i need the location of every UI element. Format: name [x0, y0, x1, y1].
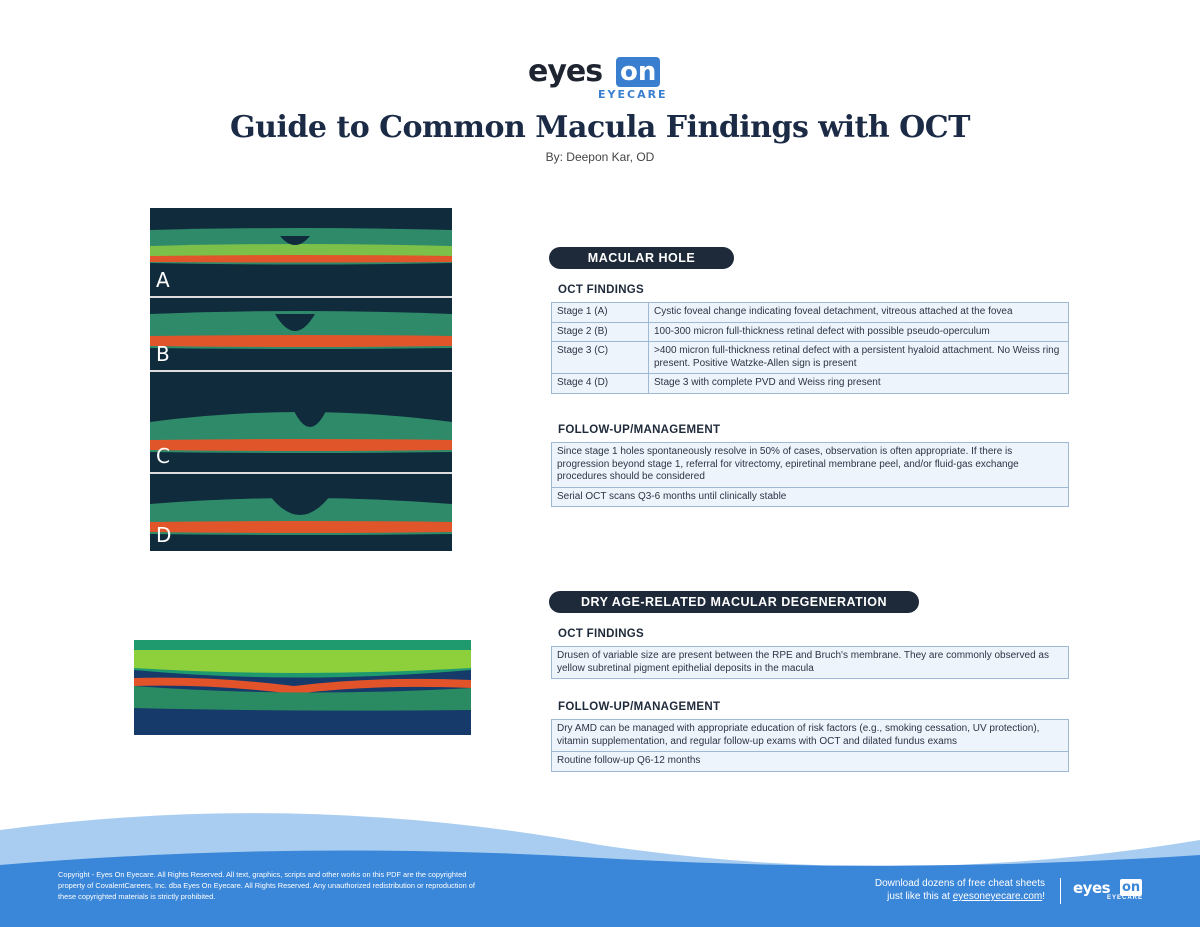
dry-amd-heading: DRY AGE-RELATED MACULAR DEGENERATION — [549, 591, 919, 613]
finding-cell: 100-300 micron full-thickness retinal defect with possible pseudo-operculum — [649, 322, 1069, 342]
oct-image-a — [150, 208, 452, 296]
cta-line-1: Download dozens of free cheat sheets — [874, 878, 1045, 889]
cta-line-2 — [830, 890, 1045, 903]
footer-logo-eyes: eyes — [1073, 879, 1111, 897]
stage-cell: Stage 2 (B) — [552, 322, 649, 342]
finding-cell: Drusen of variable size are present between the RPE and Bruch's membrane. They are commonly observed as yellow subretinal pigment epithelial deposits in the macula — [552, 647, 1069, 679]
author-line: By: Deepon Kar, OD — [545, 150, 655, 164]
finding-cell: Stage 3 with complete PVD and Weiss ring present — [649, 374, 1069, 394]
footer-divider — [1060, 878, 1061, 904]
macular-hole-oct-images — [150, 208, 452, 551]
table-row — [552, 322, 1069, 342]
page-title: Guide to Common Macula Findings with OCT — [230, 110, 970, 145]
logo-subtitle: EYECARE — [598, 88, 668, 101]
oct-label-b: B — [156, 342, 170, 366]
macular-hole-followup-heading: FOLLOW-UP/MANAGEMENT — [558, 424, 721, 436]
oct-image-c — [150, 372, 452, 472]
table-row — [552, 303, 1069, 323]
dry-amd-findings-table — [551, 646, 1069, 679]
table-row — [552, 374, 1069, 394]
finding-cell: Cystic foveal change indicating foveal detachment, vitreous attached at the fovea — [649, 303, 1069, 323]
logo-on-badge: on — [616, 57, 660, 87]
table-row — [552, 487, 1069, 507]
oct-image-d — [150, 474, 452, 551]
copyright-notice: Copyright - Eyes On Eyecare. All Rights Reserved. All text, graphics, scripts and other works on this PDF are the copyrighted property of CovalentCareers, Inc. dba Eyes On Eyecare. All Rights Reserved. Any unauthorized redistribution or reproduction of these copyrighted materials is strictly prohibited. — [58, 870, 475, 901]
footer-logo-on: on — [1122, 880, 1141, 895]
macular-hole-heading: MACULAR HOLE — [549, 247, 734, 269]
table-row — [552, 752, 1069, 772]
table-row — [552, 443, 1069, 488]
finding-cell: >400 micron full-thickness retinal defect with a persistent hyaloid attachment. No Weiss ring present. Positive Watzke-Allen sign is present — [649, 342, 1069, 374]
oct-label-c: C — [156, 444, 170, 468]
dry-amd-followup-table — [551, 719, 1069, 772]
macular-hole-findings-heading: OCT FINDINGS — [558, 284, 645, 296]
followup-cell: Serial OCT scans Q3-6 months until clinically stable — [552, 487, 1069, 507]
dry-amd-oct-image — [134, 640, 471, 735]
oct-label-a: A — [156, 268, 170, 292]
footer-cta — [830, 877, 1045, 903]
macular-hole-findings-table — [551, 302, 1069, 394]
oct-image-b — [150, 298, 452, 370]
logo-eyes-text: eyes — [528, 54, 603, 89]
dry-amd-findings-heading: OCT FINDINGS — [558, 628, 645, 640]
followup-cell: Routine follow-up Q6-12 months — [552, 752, 1069, 772]
oct-label-d: D — [156, 523, 172, 547]
followup-cell: Since stage 1 holes spontaneously resolve in 50% of cases, observation is often appropriate. If there is progression beyond stage 1, referral for vitrectomy, epiretinal membrane peel, and/or fluid-gas exchange procedures should be considered — [552, 443, 1069, 488]
table-row — [552, 720, 1069, 752]
stage-cell: Stage 1 (A) — [552, 303, 649, 323]
stage-cell: Stage 4 (D) — [552, 374, 649, 394]
dry-amd-followup-heading: FOLLOW-UP/MANAGEMENT — [558, 701, 721, 713]
brand-logo — [528, 55, 673, 101]
cta-prefix: just like this at — [887, 891, 953, 902]
table-row — [552, 342, 1069, 374]
footer-wave — [0, 800, 1200, 927]
stage-cell: Stage 3 (C) — [552, 342, 649, 374]
table-row — [552, 647, 1069, 679]
website-link[interactable]: eyesoneyecare.com — [952, 891, 1043, 902]
footer-logo — [1073, 879, 1153, 905]
followup-cell: Dry AMD can be managed with appropriate education of risk factors (e.g., smoking cessation, UV protection), vitamin supplementation, and regular follow-up exams with OCT and dilated fundus exams — [552, 720, 1069, 752]
macular-hole-followup-table — [551, 442, 1069, 507]
cta-suffix: ! — [1042, 891, 1045, 902]
footer-logo-sub: EYECARE — [1107, 895, 1144, 901]
